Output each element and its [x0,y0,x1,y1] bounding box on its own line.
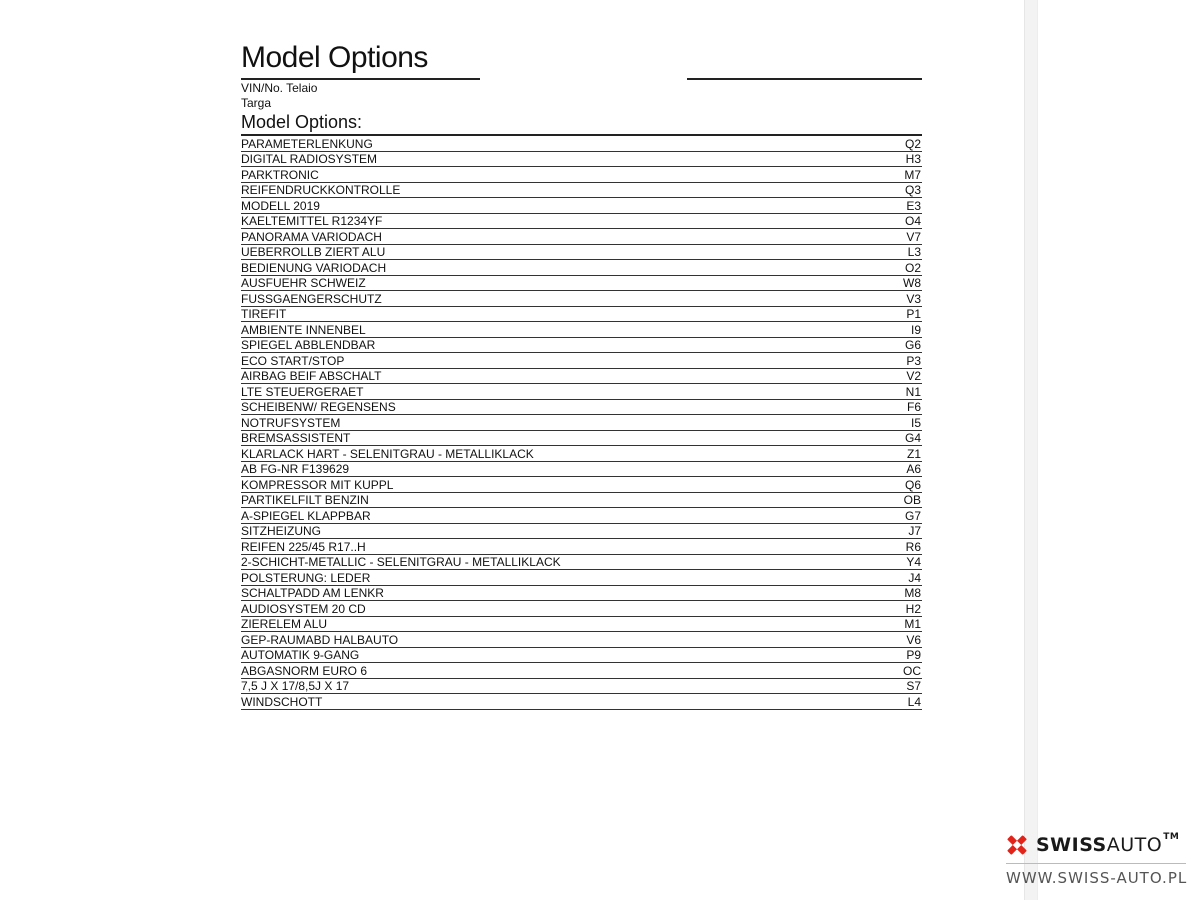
option-row [241,167,922,183]
option-name: ZIERELEM ALU [241,617,328,631]
option-name: AB FG-NR F139629 [241,462,350,476]
option-name: TIREFIT [241,307,287,321]
option-row [241,632,922,648]
option-row [241,338,922,354]
option-row [241,307,922,323]
option-code: Q3 [904,183,921,197]
option-name: AUSFUEHR SCHWEIZ [241,276,366,290]
option-name: KLARLACK HART - SELENITGRAU - METALLIKLACK [241,446,534,461]
option-row [241,462,922,478]
option-code: I9 [910,322,921,337]
option-name: REIFENDRUCKKONTROLLE [241,183,401,197]
options-subtitle: Model Options: [241,112,363,132]
vin-label: VIN/No. Telaio [241,81,318,95]
option-name: KAELTEMITTEL R1234YF [241,214,383,228]
option-row [241,555,922,571]
option-name: A-SPIEGEL KLAPPBAR [241,508,371,523]
option-row [241,477,922,493]
option-code: V3 [906,291,921,306]
signature-underline [687,78,922,80]
option-name: POLSTERUNG: LEDER [241,570,371,585]
option-row [241,152,922,168]
option-row [241,663,922,679]
option-code: M7 [904,167,921,182]
option-row [241,617,922,633]
option-row [241,431,922,447]
option-name: SCHEIBENW/ REGENSENS [241,400,396,414]
option-code: H2 [905,601,921,616]
option-name: PANORAMA VARIODACH [241,229,382,244]
option-code: P1 [906,307,921,321]
option-name: SPIEGEL ABBLENDBAR [241,338,376,352]
brand-name-bold: SWISS [1036,834,1107,856]
option-row [241,601,922,617]
page-title: Model Options [241,41,428,74]
option-row [241,400,922,416]
swiss-cross-icon [1006,834,1028,856]
brand-url: WWW.SWISS-AUTO.PL [1006,869,1188,887]
option-name: WINDSCHOTT [241,694,323,709]
option-name: MODELL 2019 [241,198,320,213]
option-name: AIRBAG BEIF ABSCHALT [241,369,382,383]
option-row [241,648,922,664]
option-code: O4 [904,214,921,228]
option-code: M8 [904,586,921,600]
option-code: O2 [904,260,921,275]
option-code: Z1 [906,446,921,461]
option-code: L4 [907,694,921,709]
option-name: PARAMETERLENKUNG [241,136,373,151]
option-code: OB [903,493,921,507]
option-row [241,291,922,307]
option-code: Q6 [904,477,921,492]
option-code: A6 [906,462,921,476]
option-row [241,586,922,602]
option-row [241,353,922,369]
option-code: Y4 [906,555,921,569]
option-row [241,136,922,152]
option-code: L3 [907,245,921,259]
option-row [241,493,922,509]
option-row [241,369,922,385]
option-code: G4 [904,431,921,445]
option-name: AUDIOSYSTEM 20 CD [241,601,366,616]
option-code: S7 [906,679,921,693]
side-panel [1024,0,1200,900]
option-code: P9 [906,648,921,662]
option-name: SCHALTPADD AM LENKR [241,586,384,600]
option-name: 2-SCHICHT-METALLIC - SELENITGRAU - METALLIKLACK [241,555,561,569]
option-name: LTE STEUERGERAET [241,384,364,399]
option-row [241,229,922,245]
option-row [241,260,922,276]
option-code: F6 [906,400,921,414]
option-row [241,322,922,338]
option-row [241,415,922,431]
option-name: FUSSGAENGERSCHUTZ [241,291,382,306]
option-code: W8 [903,276,921,290]
option-row [241,183,922,199]
option-code: OC [903,663,921,678]
option-code: E3 [906,198,921,213]
option-row [241,198,922,214]
option-row [241,214,922,230]
option-name: BREMSASSISTENT [241,431,351,445]
scrollbar-track[interactable] [1024,0,1038,900]
option-row [241,570,922,586]
option-name: AMBIENTE INNENBEL [241,322,366,337]
option-code: J7 [908,524,921,538]
option-name: KOMPRESSOR MIT KUPPL [241,477,394,492]
option-name: AUTOMATIK 9-GANG [241,648,360,662]
option-name: ABGASNORM EURO 6 [241,663,368,678]
option-code: G6 [904,338,921,352]
option-name: UEBERROLLB ZIERT ALU [241,245,386,259]
brand-logo [1006,830,1186,860]
option-row [241,539,922,555]
option-row [241,384,922,400]
vin-underline [241,78,480,80]
option-row [241,446,922,462]
option-row [241,679,922,695]
option-code: V7 [906,229,921,244]
option-name: 7,5 J X 17/8,5J X 17 [241,679,350,693]
option-name: ECO START/STOP [241,353,345,368]
trademark-mark: TM [1163,832,1180,842]
option-row [241,276,922,292]
option-name: PARTIKELFILT BENZIN [241,493,369,507]
option-name: SITZHEIZUNG [241,524,321,538]
option-code: Q2 [904,136,921,151]
option-code: V2 [906,369,921,383]
options-list [241,134,922,710]
option-code: I5 [910,415,921,430]
option-code: V6 [906,632,921,647]
option-row [241,245,922,261]
option-row [241,694,922,710]
brand-name [1036,834,1179,856]
option-name: DIGITAL RADIOSYSTEM [241,152,378,166]
option-code: R6 [905,539,921,554]
option-row [241,508,922,524]
option-row [241,524,922,540]
option-code: P3 [906,353,921,368]
option-name: PARKTRONIC [241,167,319,182]
option-code: H3 [905,152,921,166]
option-code: N1 [905,384,921,399]
brand-name-thin: AUTO [1106,834,1163,856]
option-name: NOTRUFSYSTEM [241,415,341,430]
option-name: BEDIENUNG VARIODACH [241,260,387,275]
option-code: G7 [904,508,921,523]
option-name: REIFEN 225/45 R17..H [241,539,366,554]
targa-label: Targa [241,96,272,110]
option-code: M1 [904,617,921,631]
option-code: J4 [908,570,921,585]
brand-divider [1006,863,1186,864]
option-name: GEP-RAUMABD HALBAUTO [241,632,399,647]
